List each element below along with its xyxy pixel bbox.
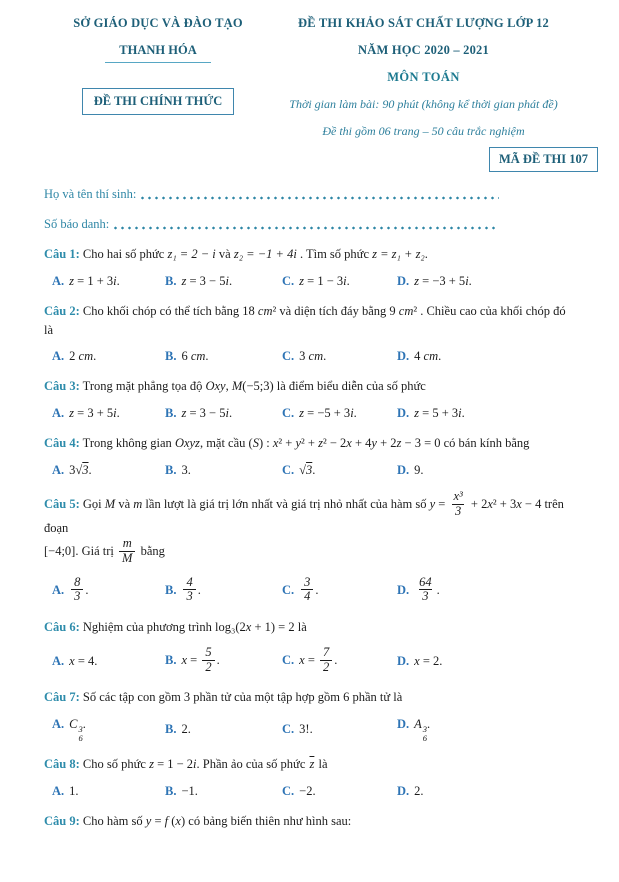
option-text: 3 cm. — [299, 349, 327, 364]
options-row — [44, 574, 575, 606]
question-number: Câu 5: — [44, 496, 80, 511]
option-c — [282, 274, 397, 289]
dotted-leader — [139, 196, 499, 200]
option-a — [52, 654, 165, 669]
option-letter: D. — [397, 582, 410, 597]
option-letter: C. — [282, 273, 295, 288]
option-d — [397, 654, 575, 669]
option-letter: A. — [52, 653, 65, 668]
option-letter: A. — [52, 406, 65, 420]
option-c — [282, 574, 397, 606]
question-number: Câu 7: — [44, 690, 80, 705]
option-text: 2 cm. — [69, 349, 97, 364]
option-c — [282, 406, 397, 421]
question-text: Gọi M và m lần lượt là giá trị lớn nhất và giá trị nhỏ nhất của hàm số y = $\frac{\text{x³}}{3}$ + 2x² + 3x − 4 trên đoạn [−4;0]. Giá trị $\frac{m}{M}$ bằng — [44, 488, 564, 565]
exam-year: NĂM HỌC 2020 – 2021 — [358, 43, 489, 57]
option-text: x = 4. — [69, 653, 98, 668]
option-text: z = −3 + 5i. — [414, 273, 472, 288]
option-a — [52, 463, 165, 478]
candidate-id-label: Số báo danh: — [44, 217, 110, 231]
option-a — [52, 349, 165, 364]
exam-code-badge: MÃ ĐỀ THI 107 — [489, 147, 598, 172]
option-a — [52, 784, 165, 799]
option-text: $\frac{4}{3}$ . — [181, 583, 200, 597]
options-row — [44, 784, 575, 799]
options-row — [44, 463, 575, 478]
option-text: 1. — [69, 783, 79, 798]
question-number: Câu 2: — [44, 303, 80, 318]
option-text: 9. — [414, 462, 424, 477]
option-d — [397, 574, 575, 606]
question-4 — [44, 434, 575, 478]
option-text: $\frac{8}{3}$ . — [69, 583, 88, 597]
question-2 — [44, 302, 575, 365]
question-5 — [44, 488, 575, 605]
candidate-name-line — [44, 187, 499, 202]
official-badge-wrap — [44, 88, 272, 115]
question-text: Số các tập con gồm 3 phần tử của một tập hợp gồm 6 phần tử là — [79, 690, 403, 705]
option-b — [165, 574, 282, 606]
option-letter: B. — [165, 722, 177, 736]
option-letter: B. — [165, 349, 177, 364]
question-number: Câu 9: — [44, 813, 80, 828]
option-d — [397, 274, 575, 289]
options-row — [44, 274, 575, 289]
option-text: x = 2. — [414, 653, 443, 668]
option-letter: D. — [397, 349, 410, 364]
option-letter: B. — [165, 783, 177, 798]
exam-code-row — [44, 147, 598, 172]
question-8 — [44, 755, 575, 799]
option-letter: A. — [52, 349, 65, 364]
option-letter: B. — [165, 582, 177, 597]
question-number: Câu 3: — [44, 379, 80, 394]
option-c — [282, 644, 397, 676]
dotted-leader — [112, 226, 499, 230]
question-number: Câu 4: — [44, 436, 80, 450]
question-1 — [44, 245, 575, 289]
option-b — [165, 644, 282, 676]
option-b — [165, 274, 282, 289]
option-text: 3. — [181, 462, 191, 477]
province-line — [44, 31, 272, 63]
option-c — [282, 349, 397, 364]
option-text: A 3 6 . — [414, 717, 431, 743]
option-text: 2. — [414, 783, 424, 798]
question-text: Nghiệm của phương trình log₃(2x + 1) = 2 là — [79, 620, 307, 634]
option-text: z = 1 − 3i. — [299, 273, 350, 288]
question-text: Cho hàm số y = f (x) có bảng biến thiên như hình sau: — [79, 813, 352, 828]
option-letter: B. — [165, 273, 177, 288]
exam-title: ĐỀ THI KHẢO SÁT CHẤT LƯỢNG LỚP 12 — [298, 16, 549, 30]
question-text: Trong mặt phẳng tọa độ Oxy, M(−5;3) là điểm biểu diễn của số phức — [79, 379, 426, 394]
option-letter: C. — [282, 582, 295, 597]
option-c — [282, 784, 397, 799]
option-text: x = $\frac{5}{2}$ . — [181, 644, 220, 674]
options-row — [44, 406, 575, 421]
option-text: −1. — [181, 783, 198, 798]
option-letter: A. — [52, 582, 65, 597]
option-d — [397, 717, 575, 742]
question-number: Câu 1: — [44, 247, 80, 261]
option-d — [397, 349, 575, 364]
header-right-block — [272, 16, 575, 139]
option-a — [52, 574, 165, 606]
option-a — [52, 274, 165, 289]
option-letter: C. — [282, 406, 295, 420]
option-c — [282, 722, 397, 737]
option-text: x = $\frac{7}{2}$ . — [299, 644, 338, 674]
option-letter: D. — [397, 653, 410, 668]
option-b — [165, 406, 282, 421]
option-letter: D. — [397, 783, 410, 798]
questions-list — [44, 245, 575, 831]
option-letter: A. — [52, 783, 65, 798]
option-text: 3√3. — [69, 462, 92, 477]
option-a — [52, 717, 165, 742]
option-text: z = 3 − 5i. — [181, 406, 233, 420]
question-text: Trong không gian Oxyz, mặt cầu (S) : x² + y² + z² − 2x + 4y + 2z − 3 = 0 có bán kính bằng — [79, 436, 530, 450]
exam-subject: MÔN TOÁN — [387, 70, 460, 84]
option-d — [397, 463, 575, 478]
option-a — [52, 406, 165, 421]
options-row — [44, 717, 575, 742]
option-b — [165, 463, 282, 478]
option-text: z = 5 + 3i. — [414, 406, 465, 420]
option-text: −2. — [299, 783, 316, 798]
option-d — [397, 784, 575, 799]
option-letter: B. — [165, 462, 177, 477]
question-text: Cho khối chóp có thể tích bằng 18 cm² và diện tích đáy bằng 9 cm² . Chiều cao của khối chóp đó là — [44, 303, 566, 337]
option-text: 4 cm. — [414, 349, 442, 364]
option-letter: D. — [397, 462, 410, 477]
option-text: 3!. — [299, 722, 313, 736]
option-text: z = 3 + 5i. — [69, 406, 120, 420]
option-letter: B. — [165, 406, 177, 420]
option-letter: D. — [397, 273, 410, 288]
option-letter: D. — [397, 406, 410, 420]
option-text: √3. — [299, 462, 316, 477]
option-letter: C. — [282, 349, 295, 364]
option-text: z = −5 + 3i. — [299, 406, 357, 420]
question-number: Câu 6: — [44, 620, 80, 634]
exam-header — [44, 16, 575, 139]
header-left-block — [44, 16, 272, 139]
option-text: 2. — [181, 722, 191, 736]
province-name: THANH HÓA — [105, 43, 210, 63]
question-number: Câu 8: — [44, 757, 80, 771]
option-letter: B. — [165, 652, 177, 667]
candidate-id-line — [44, 217, 499, 232]
options-row — [44, 644, 575, 676]
option-letter: C. — [282, 783, 295, 798]
option-text: z = 3 − 5i. — [181, 273, 233, 288]
question-6 — [44, 618, 575, 675]
option-d — [397, 406, 575, 421]
option-text: $\frac{3}{4}$ . — [299, 583, 318, 597]
option-text: C 3 6 . — [69, 717, 86, 743]
options-row — [44, 349, 575, 364]
question-text: Cho hai số phức z₁ = 2 − i và z₂ = −1 + 4i . Tìm số phức z = z₁ + z₂. — [79, 247, 428, 261]
option-letter: C. — [282, 462, 295, 477]
department-name: SỞ GIÁO DỤC VÀ ĐÀO TẠO — [73, 16, 243, 30]
question-9 — [44, 812, 575, 831]
option-letter: A. — [52, 273, 65, 288]
option-text: $\frac{64}{3}$ . — [419, 574, 440, 604]
official-exam-badge: ĐỀ THI CHÍNH THỨC — [82, 88, 235, 115]
exam-duration: Thời gian làm bài: 90 phút (không kể thời gian phát đề) — [289, 97, 558, 111]
exam-page-count: Đề thi gồm 06 trang – 50 câu trắc nghiệm — [322, 124, 525, 138]
option-b — [165, 722, 282, 737]
candidate-name-label: Họ và tên thí sinh: — [44, 187, 137, 201]
option-letter: A. — [52, 462, 65, 477]
option-c — [282, 463, 397, 478]
question-text: Cho số phức z = 1 − 2i. Phần ảo của số phức $\overline{z}$ là — [79, 757, 328, 771]
option-letter: C. — [282, 722, 295, 736]
question-3 — [44, 377, 575, 421]
option-text: z = 1 + 3i. — [69, 273, 120, 288]
option-letter: A. — [52, 717, 65, 731]
question-7 — [44, 688, 575, 742]
option-b — [165, 349, 282, 364]
option-letter: D. — [397, 717, 410, 731]
option-b — [165, 784, 282, 799]
option-text: 6 cm. — [181, 349, 209, 364]
option-letter: C. — [282, 652, 295, 667]
